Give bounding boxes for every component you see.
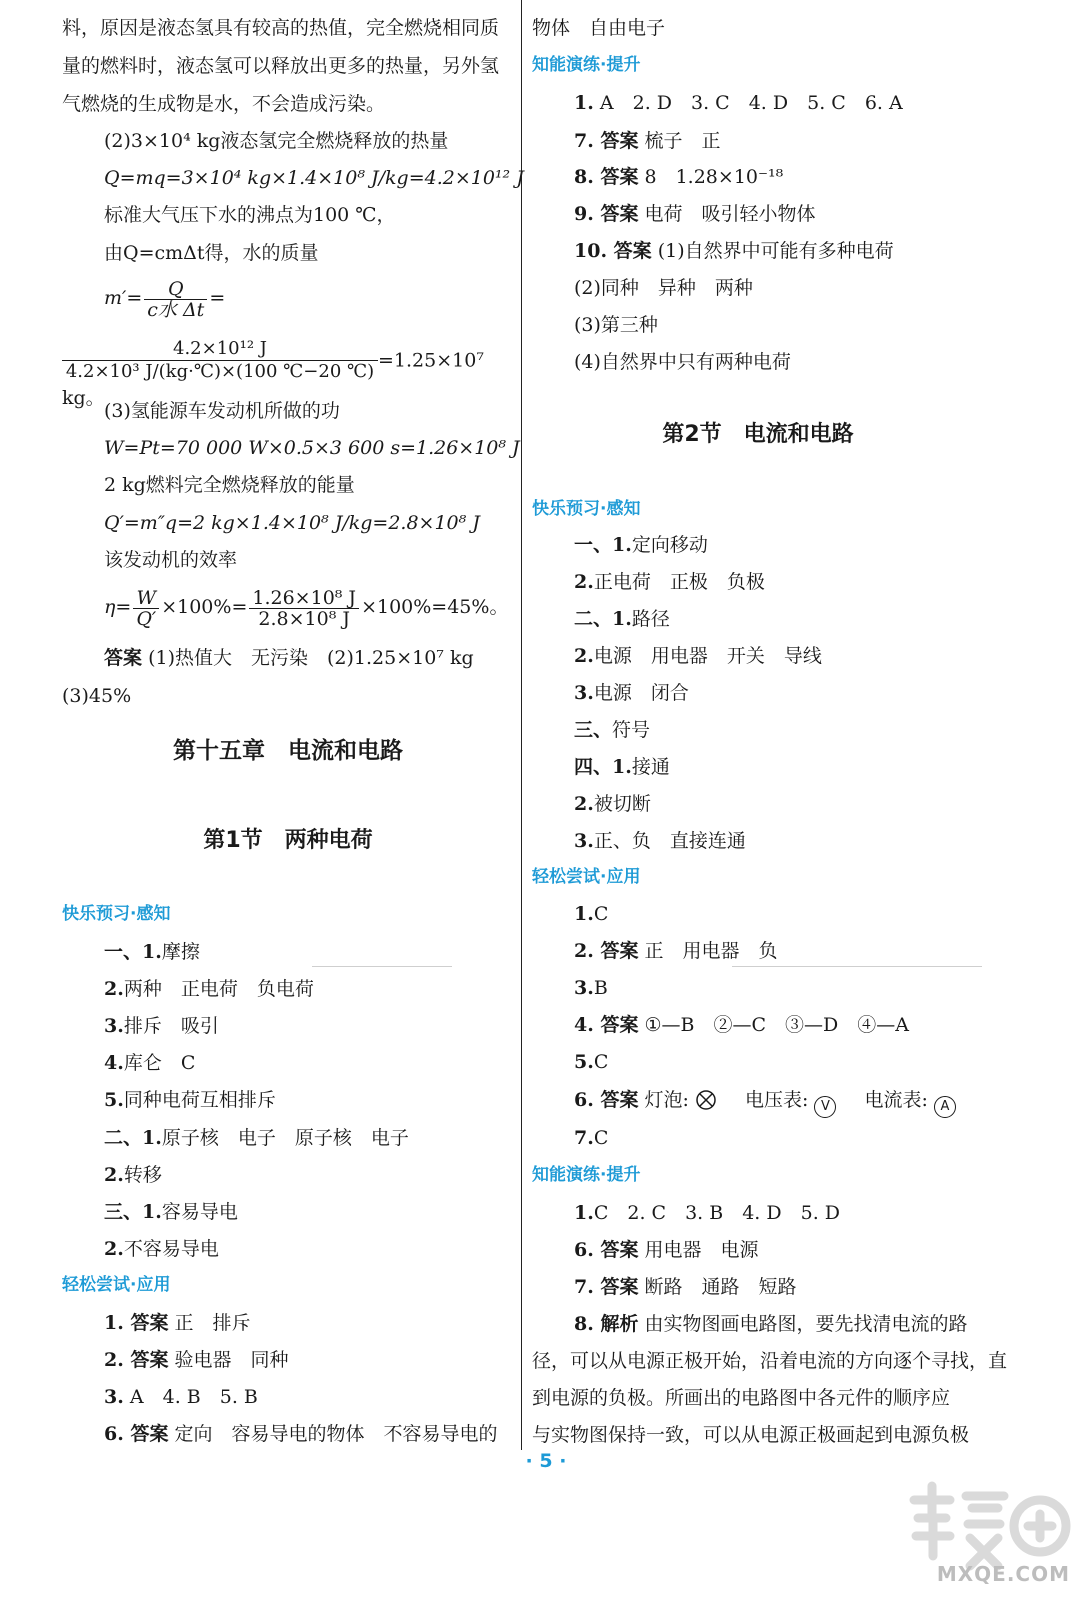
text-line: 与实物图保持一致，可以从电源正极画起到电源负极 <box>532 1424 970 1446</box>
fraction-numerator: W <box>133 588 159 609</box>
list-item: 3.B <box>574 977 608 999</box>
fraction-numerator: 1.26×10⁸ J <box>249 588 359 609</box>
list-item: 三、符号 <box>574 719 651 741</box>
symbols-answer: 6. 答案 灯泡: 电压表: V 电流表: A <box>532 1088 956 1118</box>
list-item: 2.转移 <box>104 1164 162 1186</box>
mass-lhs: m′= <box>104 287 143 309</box>
list-item: 2.电源 用电器 开关 导线 <box>574 645 822 667</box>
list-item: 2.被切断 <box>574 793 651 815</box>
list-item: 二、1.原子核 电子 原子核 电子 <box>104 1127 409 1149</box>
list-item: 2.两种 正电荷 负电荷 <box>104 978 314 1000</box>
list-item: 4. 答案 ①—B ②—C ③—D ④—A <box>574 1014 909 1036</box>
eta-mid: ×100%= <box>161 596 248 618</box>
fraction <box>144 279 207 320</box>
fraction <box>133 588 159 629</box>
section-title: 第2节 电流和电路 <box>662 422 854 447</box>
answer-label: 答案 <box>104 647 143 669</box>
list-item: 8. 解析 由实物图画电路图，要先找清电流的路 <box>574 1313 968 1335</box>
equals: = <box>209 287 226 309</box>
text-line: (3)氢能源车发动机所做的功 <box>104 400 340 422</box>
fraction-denominator: Q′ <box>136 607 157 630</box>
section-header: 轻松尝试·应用 <box>62 1275 171 1295</box>
page-number: · 5 · <box>525 1450 567 1472</box>
text-line: 量的燃料时，液态氢可以释放出更多的热量，另外氢 <box>62 55 500 77</box>
text-line: 到电源的负极。所画出的电路图中各元件的顺序应 <box>532 1387 951 1409</box>
list-item: 8. 答案 8 1.28×10⁻¹⁸ <box>574 166 784 188</box>
text-line: 标准大气压下水的沸点为100 ℃， <box>104 204 396 226</box>
equation: Q′=m″q=2 kg×1.4×10⁸ J/kg=2.8×10⁸ J <box>104 512 480 534</box>
text-line: 径，可以从电源正极开始，沿着电流的方向逐个寻找，直 <box>532 1350 1008 1372</box>
watermark-text: MXQE.COM <box>936 1562 1070 1586</box>
text-line: 物体 自由电子 <box>532 17 666 39</box>
answer-continued: (3)45% <box>62 685 132 707</box>
list-item: 2.正电荷 正极 负极 <box>574 571 765 593</box>
list-item: 4.库仑 C <box>104 1052 196 1074</box>
list-item: (4)自然界中只有两种电荷 <box>574 351 791 373</box>
list-item: 3. A 4. B 5. B <box>104 1386 258 1408</box>
list-item: 1. 答案 正 排斥 <box>104 1312 251 1334</box>
section-header: 快乐预习·感知 <box>62 904 171 924</box>
list-item: 5.同种电荷互相排斥 <box>104 1089 276 1111</box>
list-item: 6. 答案 用电器 电源 <box>574 1239 759 1261</box>
list-item: 10. 答案 (1)自然界中可能有多种电荷 <box>574 240 894 262</box>
ammeter-symbol-icon: A <box>934 1096 956 1118</box>
section-header: 知能演练·提升 <box>532 55 641 75</box>
list-item: 5.C <box>574 1051 609 1073</box>
text-line: 该发动机的效率 <box>104 549 238 571</box>
list-item: 1. A 2. D 3. C 4. D 5. C 6. A <box>574 92 903 114</box>
text-line: 由Q=cmΔt得，水的质量 <box>104 242 319 264</box>
column-divider <box>521 0 522 1450</box>
answer-line <box>62 646 474 670</box>
equation: Q=mq=3×10⁴ kg×1.4×10⁸ J/kg=4.2×10¹² J <box>104 167 524 189</box>
result: =1.25×10⁷ kg。 <box>62 349 484 409</box>
efficiency-equation <box>62 586 508 629</box>
mass-equation <box>62 278 225 320</box>
eta-result: ×100%=45%。 <box>361 596 509 618</box>
chapter-title: 第十五章 电流和电路 <box>173 738 403 764</box>
list-item: 1.C 2. C 3. B 4. D 5. D <box>574 1202 841 1224</box>
list-item: 二、1.路径 <box>574 608 670 630</box>
list-item: 7. 答案 断路 通路 短路 <box>574 1276 797 1298</box>
list-item: 3.电源 闭合 <box>574 682 689 704</box>
section-header: 知能演练·提升 <box>532 1165 641 1185</box>
list-item: 四、1.接通 <box>574 756 670 778</box>
list-item: 一、1.定向移动 <box>574 534 708 556</box>
list-item: (2)同种 异种 两种 <box>574 277 753 299</box>
voltmeter-symbol-icon: V <box>814 1096 836 1118</box>
section-header: 快乐预习·感知 <box>532 499 641 519</box>
list-item: 3.正、负 直接连通 <box>574 830 746 852</box>
list-item: 2. 答案 验电器 同种 <box>104 1349 289 1371</box>
fraction <box>62 338 378 383</box>
text-line: 料，原因是液态氢具有较高的热值，完全燃烧相同质 <box>62 17 500 39</box>
eta-lhs: η= <box>104 596 132 618</box>
section-title: 第1节 两种电荷 <box>203 828 373 853</box>
section-header: 轻松尝试·应用 <box>532 867 641 887</box>
fraction-denominator: 2.8×10⁸ J <box>258 607 351 630</box>
scan-line <box>732 966 982 967</box>
list-item: 三、1.容易导电 <box>104 1201 238 1223</box>
fraction-numerator: 4.2×10¹² J <box>62 338 378 361</box>
fraction-denominator: 4.2×10³ J/(kg·℃)×(100 ℃−20 ℃) <box>65 361 375 382</box>
list-item: 7.C <box>574 1127 609 1149</box>
text-line: (2)3×10⁴ kg液态氢完全燃烧释放的热量 <box>104 130 449 152</box>
equation: W=Pt=70 000 W×0.5×3 600 s=1.26×10⁸ J <box>104 437 520 459</box>
list-item: (3)第三种 <box>574 314 658 336</box>
scan-line <box>312 966 452 967</box>
list-item: 一、1.摩擦 <box>104 941 200 963</box>
text-line: 2 kg燃料完全燃烧释放的能量 <box>104 474 355 496</box>
list-item: 6. 答案 定向 容易导电的物体 不容易导电的 <box>104 1423 498 1445</box>
list-item: 9. 答案 电荷 吸引轻小物体 <box>574 203 816 225</box>
lamp-symbol-icon <box>695 1089 717 1111</box>
fraction <box>249 588 359 629</box>
answer-text: (1)热值大 无污染 (2)1.25×10⁷ kg <box>148 647 474 669</box>
fraction-denominator: c水 Δt <box>147 298 205 321</box>
list-item: 2.不容易导电 <box>104 1238 219 1260</box>
list-item: 2. 答案 正 用电器 负 <box>574 940 778 962</box>
list-item: 7. 答案 梳子 正 <box>574 130 721 152</box>
fraction-numerator: Q <box>144 279 207 300</box>
list-item: 1.C <box>574 903 609 925</box>
text-line: 气燃烧的生成物是水，不会造成污染。 <box>62 93 386 115</box>
list-item: 3.排斥 吸引 <box>104 1015 219 1037</box>
